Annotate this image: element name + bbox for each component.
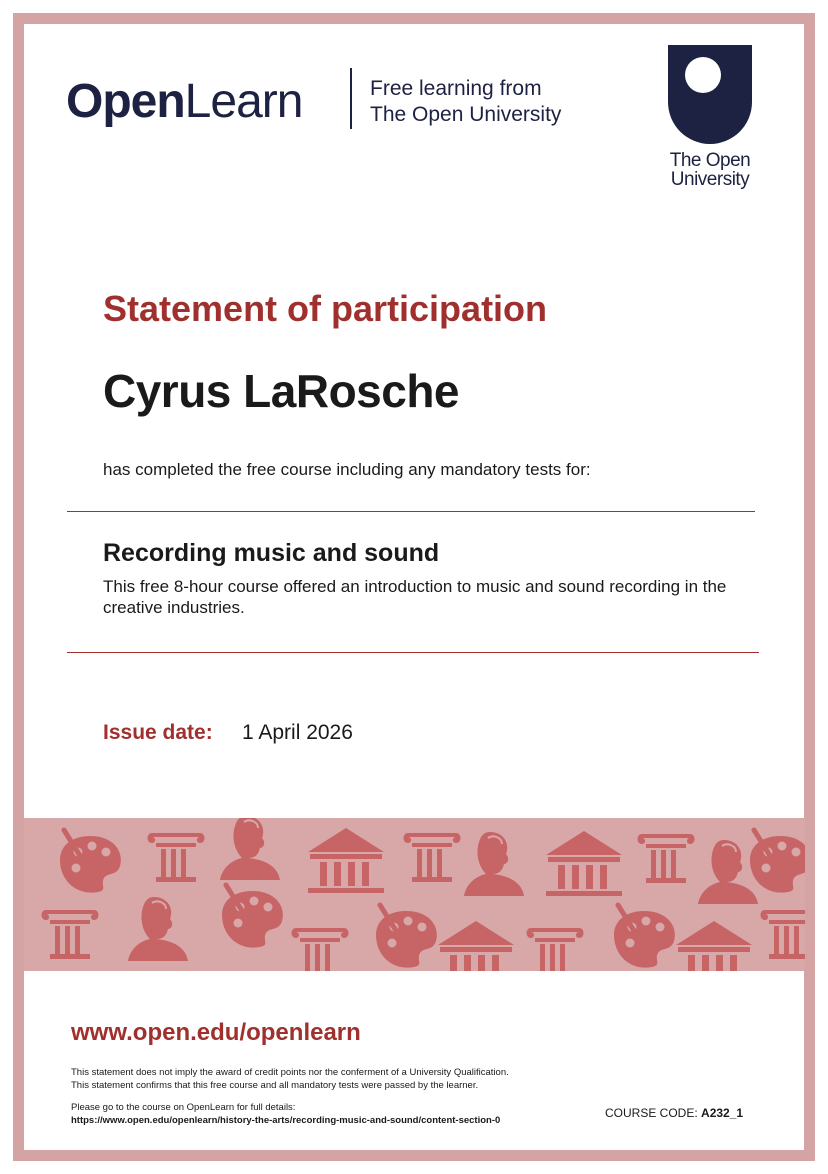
course-code-value: A232_1	[701, 1106, 744, 1120]
statement-title: Statement of participation	[103, 288, 548, 329]
divider-top	[67, 511, 755, 512]
divider-bottom	[67, 652, 759, 653]
course-url-link[interactable]: https://www.open.edu/openlearn/history-the-arts/recording-music-and-sound/content-section-0	[71, 1115, 501, 1126]
issue-date-value: 1 April 2026	[242, 721, 353, 744]
ou-name-line2: University	[670, 169, 750, 190]
banner-pattern	[24, 818, 805, 971]
logo-divider	[350, 68, 352, 129]
openlearn-website[interactable]: www.open.edu/openlearn	[71, 1019, 361, 1046]
course-code	[605, 1106, 743, 1120]
details-intro: Please go to the course on OpenLearn for full details:	[71, 1102, 296, 1113]
course-title: Recording music and sound	[103, 539, 440, 567]
openlearn-logo	[66, 62, 302, 142]
completion-text: has completed the free course including any mandatory tests for:	[103, 460, 591, 479]
learner-name: Cyrus LaRosche	[103, 365, 460, 417]
open-university-logo	[662, 44, 758, 189]
disclaimer	[71, 1066, 509, 1092]
ou-shield-icon	[667, 44, 753, 146]
openlearn-tagline	[370, 76, 561, 128]
course-code-label: COURSE CODE:	[605, 1106, 698, 1120]
ou-name-line1: The Open	[669, 150, 751, 171]
course-details	[71, 1101, 500, 1127]
logo-open-text: Open	[66, 75, 185, 128]
decorative-banner	[24, 818, 805, 971]
issue-date-label: Issue date:	[103, 721, 213, 744]
course-description: This free 8-hour course offered an introduction to music and sound recording in the creative industries.	[103, 577, 727, 617]
disclaimer-line2: This statement confirms that this free course and all mandatory tests were passed by the learner.	[71, 1080, 479, 1091]
tagline-line1: Free learning from	[370, 77, 542, 100]
tagline-line2: The Open University	[370, 103, 562, 126]
disclaimer-line1: This statement does not imply the award of credit points nor the conferment of a University Qualification.	[71, 1067, 509, 1078]
logo-learn-text: Learn	[184, 75, 303, 128]
